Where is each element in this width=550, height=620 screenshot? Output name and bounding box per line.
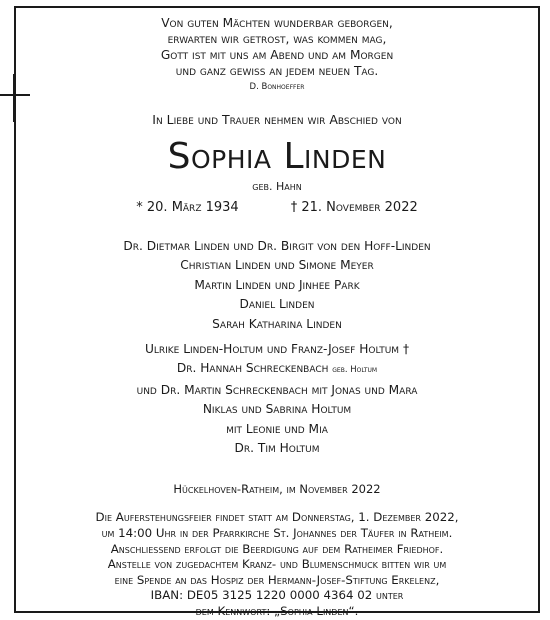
- deceased-name: Sophia Linden: [167, 136, 387, 177]
- family-group-1: [16, 237, 538, 334]
- intro-text: In Liebe und Trauer nehmen wir Abschied von: [152, 112, 402, 127]
- info-line: um 14:00 Uhr in der Pfarrkirche St. Johannes der Täufer in Ratheim.: [101, 526, 453, 541]
- mourner-line: mit Leonie und Mia: [226, 421, 328, 436]
- mourner-line: und Dr. Martin Schreckenbach mit Jonas und Mara: [136, 382, 418, 397]
- ceremony-info: [16, 510, 538, 619]
- info-line: Die Auferstehungsfeier findet statt am Donnerstag, 1. Dezember 2022,: [95, 510, 459, 525]
- family-group-2: [16, 340, 538, 458]
- mourner-line: Martin Linden und Jinhee Park: [194, 277, 360, 292]
- maiden-name-note: geb. Holtum: [332, 365, 378, 376]
- birth-date: * 20. März 1934: [136, 200, 239, 215]
- poem-line: und ganz gewiss an jedem neuen Tag.: [175, 64, 379, 78]
- mourner-line: Christian Linden und Simone Meyer: [180, 258, 374, 273]
- poem-line: Gott ist mit uns am Abend und am Morgen: [160, 48, 394, 62]
- mourner-line: Daniel Linden: [239, 297, 315, 312]
- death-date: † 21. November 2022: [290, 200, 418, 215]
- life-dates: [16, 199, 538, 217]
- mourner-line: Dr. Dietmar Linden und Dr. Birgit von den Hoff-Linden: [123, 239, 431, 253]
- poem-author: D. Bonhoeffer: [249, 82, 305, 92]
- birth-name: geb. Hahn: [252, 180, 302, 193]
- info-line: dem Kennwort: „Sophia Linden“.: [195, 604, 359, 619]
- poem-line: erwarten wir getrost, was kommen mag,: [167, 32, 387, 46]
- info-line: IBAN: DE05 3125 1220 0000 4364 02 unter: [150, 588, 404, 603]
- mourner-line: Ulrike Linden-Holtum und Franz-Josef Holtum †: [144, 342, 410, 357]
- mourner-name: Dr. Hannah Schreckenbach: [176, 361, 329, 376]
- info-line: eine Spende an das Hospiz der Hermann-Josef-Stiftung Erkelenz,: [114, 572, 440, 587]
- mourner-line: Dr. Tim Holtum: [234, 441, 320, 456]
- mourner-line: Niklas und Sabrina Holtum: [202, 402, 352, 417]
- mourner-line: [16, 359, 538, 380]
- obituary-notice: [16, 8, 538, 620]
- info-line: Anstelle von zugedachtem Kranz- und Blumenschmuck bitten wir um: [107, 557, 447, 572]
- mourner-line: Sarah Katharina Linden: [212, 316, 342, 331]
- poem-line: Von guten Mächten wunderbar geborgen,: [161, 16, 393, 30]
- place-date: Hückelhoven-Ratheim, im November 2022: [173, 482, 381, 497]
- poem: [16, 15, 538, 79]
- info-line: Anschliessend erfolgt die Beerdigung auf dem Ratheimer Friedhof.: [110, 541, 444, 556]
